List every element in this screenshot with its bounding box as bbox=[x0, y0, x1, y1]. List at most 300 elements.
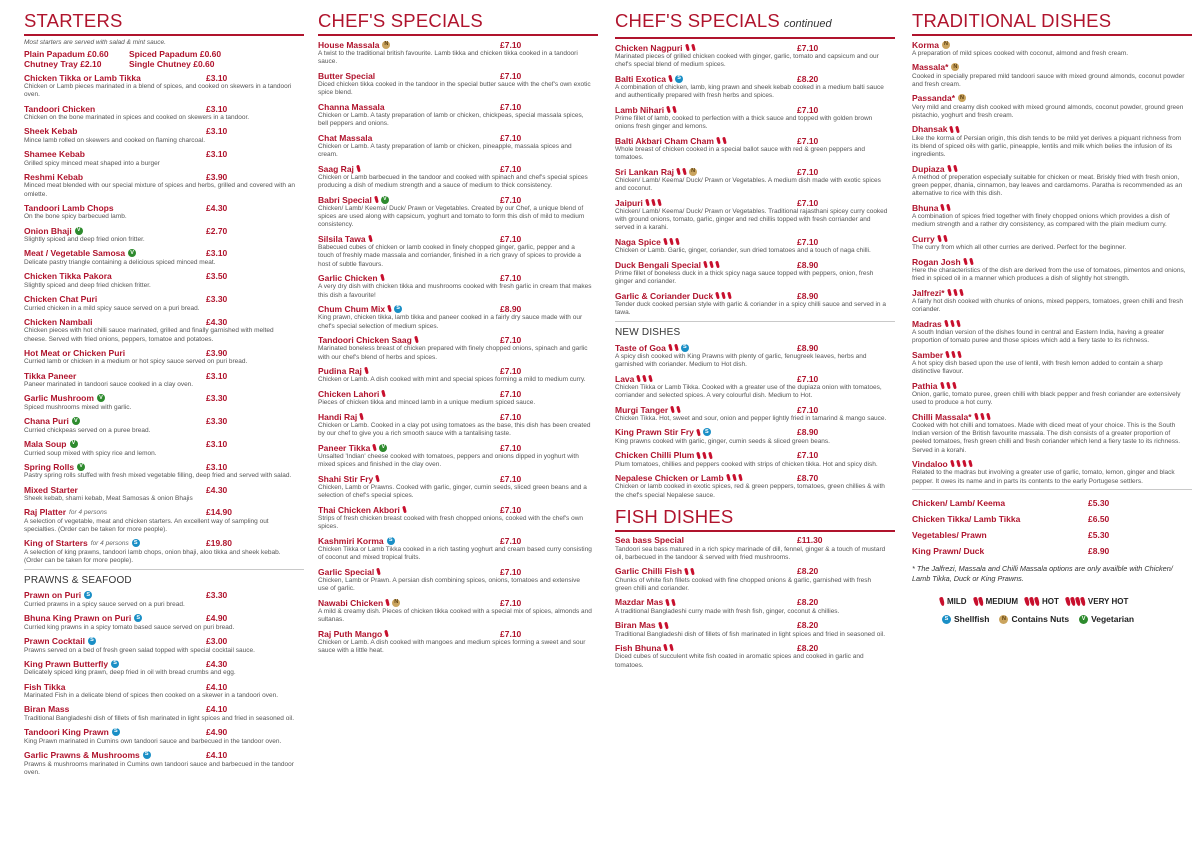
menu-item-price: £7.10 bbox=[500, 233, 522, 244]
section-title-prawns: PRAWNS & SEAFOOD bbox=[24, 574, 132, 586]
menu-item bbox=[615, 236, 895, 255]
menu-item-badges bbox=[975, 413, 991, 420]
chilli-icon bbox=[669, 238, 674, 246]
menu-item-badges bbox=[664, 238, 680, 245]
vegetarian-icon: V bbox=[1079, 615, 1088, 624]
menu-item-badges bbox=[112, 728, 120, 736]
menu-item bbox=[24, 750, 304, 777]
menu-item-badges bbox=[669, 344, 689, 352]
chilli-icon bbox=[670, 406, 675, 414]
section-title-traditional: TRADITIONAL DISHES bbox=[912, 10, 1112, 31]
papadum-grid bbox=[24, 49, 304, 69]
menu-item-badges bbox=[382, 390, 386, 397]
chilli-icon bbox=[952, 382, 957, 390]
menu-item-name: Jaipuri bbox=[615, 197, 643, 208]
combo-price: £5.30 bbox=[1088, 498, 1110, 509]
menu-item-header bbox=[912, 124, 1192, 135]
menu-item-name: Tandoori Lamb Chops bbox=[24, 202, 114, 213]
menu-item-name: Chicken Nagpuri bbox=[615, 42, 683, 53]
menu-item bbox=[318, 334, 598, 361]
menu-item-description: Plum tomatoes, chillies and peppers cooked with strips of chicken tikka. Hot and spicy dish. bbox=[615, 460, 878, 468]
vegetarian-icon: V bbox=[381, 196, 389, 204]
menu-item bbox=[615, 472, 895, 499]
menu-item-name: Chicken Lahori bbox=[318, 388, 380, 399]
menu-item-price: £7.10 bbox=[500, 39, 522, 50]
menu-item-price: £7.10 bbox=[500, 101, 522, 112]
chilli-icon bbox=[664, 621, 669, 629]
menu-item-price: £3.10 bbox=[206, 149, 228, 160]
menu-item-name: King Prawn Stir Fry bbox=[615, 427, 694, 438]
menu-item-description: A hot spicy dish based upon the use of lentil, with fresh lemon added to contain a sharp distinctive flavour. bbox=[912, 360, 1163, 376]
menu-item-price: £3.30 bbox=[206, 393, 228, 404]
chilli-icon bbox=[690, 568, 695, 576]
menu-item-price: £7.10 bbox=[500, 194, 522, 205]
chilli-icon bbox=[977, 597, 983, 607]
menu-item-name: Garlic Chilli Fish bbox=[615, 566, 683, 577]
menu-item bbox=[318, 388, 598, 407]
menu-item-name: Thai Chicken Akbori bbox=[318, 504, 400, 515]
menu-item-description: Prawns & mushrooms marinated in Cumins own tandoori sauce and barbecued in the tandoor oven. bbox=[24, 760, 294, 776]
menu-item-header bbox=[615, 166, 895, 177]
section-rule bbox=[615, 530, 895, 532]
menu-item-description: A twist to the traditional british favourite. Lamb tikka and chicken tikka cooked in a tandoori sauce. bbox=[318, 50, 578, 66]
menu-item-description: A very dry dish with chicken tikka and mushrooms cooked with fresh garlic in cream that makes this dish a favourite! bbox=[318, 283, 592, 299]
menu-item-price: £7.10 bbox=[500, 70, 522, 81]
menu-item-badges bbox=[72, 417, 80, 425]
menu-item-price: £3.10 bbox=[206, 248, 228, 259]
menu-item bbox=[318, 411, 598, 438]
menu-item-badges bbox=[942, 41, 950, 49]
menu-item-name: Raj Puth Mango bbox=[318, 628, 383, 639]
chilli-icon bbox=[658, 621, 663, 629]
menu-item-header bbox=[615, 642, 895, 653]
heat-legend-item bbox=[974, 597, 1018, 606]
shellfish-icon: S bbox=[681, 344, 689, 352]
menu-item-description: On the bone spicy barbecued lamb. bbox=[24, 213, 127, 221]
menu-item bbox=[318, 535, 598, 562]
menu-item-price: £7.10 bbox=[797, 42, 819, 53]
menu-item-name: Fish Bhuna bbox=[615, 642, 662, 653]
menu-item-header bbox=[912, 318, 1192, 329]
chilli-icon bbox=[666, 106, 671, 114]
menu-item-description: Unsalted 'Indian' cheese cooked with tomatoes, peppers and onions dipped in yoghurt with mixed spices and finished in the clay oven. bbox=[318, 453, 579, 469]
chilli-icon bbox=[959, 289, 964, 297]
menu-item-price: £4.10 bbox=[206, 681, 228, 692]
menu-item-header bbox=[24, 370, 304, 381]
menu-item-description: Marinated pieces of grilled chicken cooked with ginger, garlic, tomato and capsicum and our chef's special blend of medium spices. bbox=[615, 53, 879, 69]
menu-item-header bbox=[24, 439, 304, 450]
menu-item-header bbox=[912, 62, 1192, 73]
menu-item bbox=[912, 318, 1192, 345]
menu-item-description: Traditional Bangladeshi dish of fillets of fish marinated in light spices and fried in seasoned oil. bbox=[615, 630, 886, 638]
menu-item-name: Chana Puri bbox=[24, 416, 69, 427]
menu-item-price: £3.30 bbox=[206, 416, 228, 427]
menu-item-badges bbox=[666, 599, 676, 606]
menu-item-badges bbox=[365, 367, 369, 374]
menu-item bbox=[912, 62, 1192, 89]
menu-item-name: Garlic Mushroom bbox=[24, 393, 94, 404]
chilli-icon bbox=[950, 126, 955, 134]
vegetarian-icon: V bbox=[72, 417, 80, 425]
menu-item-name: Fish Tikka bbox=[24, 681, 66, 692]
menu-item-name: Mazdar Mas bbox=[615, 597, 664, 608]
menu-item-header bbox=[318, 597, 598, 608]
menu-item bbox=[24, 126, 304, 145]
combo-price: £5.30 bbox=[1088, 530, 1110, 541]
menu-item-description: Tandoori sea bass matured in a rich spicy marinade of dill, fennel, ginger & a touch of mustard oil, barbecued in the tandoor & served with fried mushrooms. bbox=[615, 545, 886, 561]
menu-item-name: Shamee Kebab bbox=[24, 149, 85, 160]
chilli-icon bbox=[359, 413, 364, 421]
menu-item-description: Tender duck cooked persian style with garlic & coriander in a spicy chilli sauce and served in a tawa. bbox=[615, 301, 886, 317]
menu-item bbox=[912, 380, 1192, 407]
menu-item-price: £8.20 bbox=[797, 73, 819, 84]
menu-item-badges bbox=[677, 168, 697, 176]
nuts-icon: N bbox=[689, 168, 697, 176]
menu-item-header bbox=[615, 535, 895, 546]
menu-item-name: Chicken Nambali bbox=[24, 316, 93, 327]
menu-item-description: A mild & creamy dish. Pieces of chicken tikka cooked with a special mix of spices, almonds and sultanas. bbox=[318, 608, 592, 624]
menu-item-price: £8.20 bbox=[797, 597, 819, 608]
chilli-icon bbox=[380, 274, 385, 282]
menu-item-badges bbox=[77, 463, 85, 471]
menu-item-description: A spicy dish cooked with King Prawns with plenty of garlic, fenugreek leaves, herbs and garnished with coriander. Medium to Hot dish. bbox=[615, 353, 867, 369]
menu-item bbox=[24, 681, 304, 700]
menu-item-price: £7.10 bbox=[797, 104, 819, 115]
menu-item-badges bbox=[381, 274, 385, 281]
menu-item-description: Very mild and creamy dish cooked with mixed ground almonds, coconut powder, ground green pistachio, yoghurt and fresh cream. bbox=[912, 103, 1184, 119]
menu-item-badges bbox=[667, 106, 677, 113]
menu-item-badges bbox=[697, 428, 711, 436]
nuts-icon: N bbox=[999, 615, 1008, 624]
chilli-icon bbox=[945, 351, 950, 359]
menu-item-description: Chicken or Lamb pieces marinated in a blend of spices, and cooked on skewers in a tandoori oven. bbox=[24, 83, 292, 99]
menu-item-badges bbox=[716, 292, 732, 299]
menu-item-badges bbox=[671, 406, 681, 413]
menu-item-header bbox=[24, 126, 304, 137]
menu-item-name: Naga Spice bbox=[615, 236, 661, 247]
shellfish-icon: S bbox=[112, 728, 120, 736]
menu-item-badges bbox=[686, 44, 696, 51]
menu-item-header bbox=[24, 727, 304, 738]
menu-item-description: Traditional Bangladeshi dish of fillets of fish marinated in light spices and fried in seasoned oil. bbox=[24, 714, 295, 722]
menu-item bbox=[24, 704, 304, 723]
menu-item bbox=[24, 507, 304, 534]
legend-veg-label: Vegetarian bbox=[1091, 614, 1135, 625]
menu-item-name: Tikka Paneer bbox=[24, 370, 77, 381]
menu-item-header bbox=[24, 538, 304, 549]
menu-item-description: Curried lamb or chicken in a medium or hot spicy sauce served on puri bread. bbox=[24, 358, 248, 366]
menu-item-price: £8.90 bbox=[797, 342, 819, 353]
menu-item-header bbox=[318, 70, 598, 81]
menu-item bbox=[318, 272, 598, 299]
menu-item-description: Like the korma of Persian origin, this dish tends to be mild yet derives a piquant richness from its blend of spiced oils with garlic, pineapple, lentils and milk which belies the infusion of its ingredients. bbox=[912, 134, 1182, 159]
chilli-icon bbox=[941, 204, 946, 212]
menu-item-description: Prime fillet of boneless duck in a thick spicy naga sauce topped with peppers, onion, fresh ginger and coriander. bbox=[615, 270, 874, 286]
menu-item-name: Butter Special bbox=[318, 70, 376, 81]
menu-item bbox=[318, 504, 598, 531]
heat-legend bbox=[940, 597, 1192, 606]
menu-item-header bbox=[24, 393, 304, 404]
menu-item-name: Passanda* bbox=[912, 93, 955, 104]
combo-label: Chicken Tikka/ Lamb Tikka bbox=[912, 514, 1021, 525]
menu-item-header bbox=[318, 272, 598, 283]
menu-item-header bbox=[615, 450, 895, 461]
menu-item bbox=[24, 636, 304, 655]
menu-item-name: Prawn Cocktail bbox=[24, 636, 85, 647]
menu-item bbox=[615, 42, 895, 69]
chilli-icon bbox=[657, 199, 662, 207]
menu-item-price: £4.30 bbox=[206, 484, 228, 495]
menu-item-header bbox=[24, 72, 304, 83]
column-starters bbox=[24, 10, 304, 781]
menu-item-price: £7.10 bbox=[797, 236, 819, 247]
menu-item-description: Curried prawns in a spicy sauce served on a puri bread. bbox=[24, 600, 185, 608]
menu-item-price: £7.10 bbox=[500, 334, 522, 345]
menu-item bbox=[24, 416, 304, 435]
menu-item-header bbox=[615, 342, 895, 353]
menu-item-price: £19.80 bbox=[206, 538, 232, 549]
menu-item bbox=[912, 202, 1192, 229]
chilli-icon bbox=[703, 261, 708, 269]
menu-item bbox=[615, 290, 895, 317]
menu-item bbox=[24, 370, 304, 389]
menu-item-description: Marinated boneless breast of chicken prepared with finely chopped onions, spinach and garlic with our chef's blend of herbs and spices. bbox=[318, 345, 588, 361]
menu-item-price: £3.10 bbox=[206, 439, 228, 450]
menu-item bbox=[318, 132, 598, 159]
menu-item-name: Chicken Chat Puri bbox=[24, 294, 98, 305]
menu-item-badges bbox=[132, 539, 140, 547]
menu-item-price: £3.10 bbox=[206, 103, 228, 114]
section-rule bbox=[912, 34, 1192, 36]
menu-item bbox=[24, 248, 304, 267]
menu-item-price: £7.10 bbox=[500, 597, 522, 608]
menu-item-description: Curried king prawns in a spicy tomato based sauce served on puri bread. bbox=[24, 623, 235, 631]
combo-label: Vegetables/ Prawn bbox=[912, 530, 987, 541]
menu-item bbox=[615, 342, 895, 369]
chilli-icon bbox=[696, 429, 701, 437]
menu-item-description: Spiced mushrooms mixed with garlic. bbox=[24, 403, 132, 411]
chilli-icon bbox=[356, 165, 361, 173]
menu-item-description: A method of preperation especially suitable for chicken or meat. Briskly fried with fresh onion, green pepper, dhania, cinnamon, bay leaves and cardamoms. Paratha is recommended as an alternative to rice with this dish. bbox=[912, 174, 1183, 198]
chilli-icon bbox=[672, 106, 677, 114]
chilli-icon bbox=[726, 474, 731, 482]
menu-item-header bbox=[912, 39, 1192, 50]
menu-item-name: Paneer Tikka bbox=[318, 442, 371, 453]
menu-item-header bbox=[318, 566, 598, 577]
menu-item-description: King prawn, chicken tikka, lamb tikka and paneer cooked in a fairly dry sauce made with our chef's special selection of medium spices. bbox=[318, 314, 583, 330]
menu-item bbox=[24, 613, 304, 632]
menu-item-badges bbox=[373, 444, 387, 452]
menu-item-header bbox=[24, 202, 304, 213]
section-rule bbox=[615, 37, 895, 39]
menu-item-header bbox=[318, 194, 598, 205]
menu-item-name: Jalfrezi* bbox=[912, 287, 945, 298]
menu-item-description: Chicken, Lamb or Prawn. A persian dish combining spices, onions, tomatoes and extensive use of garlic. bbox=[318, 577, 580, 593]
chilli-icon bbox=[384, 630, 389, 638]
menu-item-description: Curried chicken in a mild spicy sauce served on a puri bread. bbox=[24, 304, 200, 312]
menu-item-badges bbox=[664, 644, 674, 651]
menu-item-price: £3.50 bbox=[206, 271, 228, 282]
shellfish-icon: S bbox=[387, 537, 395, 545]
menu-item bbox=[318, 473, 598, 500]
vegetarian-icon: V bbox=[77, 463, 85, 471]
menu-item-price: £4.10 bbox=[206, 750, 228, 761]
menu-item-name: Handi Raj bbox=[318, 411, 358, 422]
menu-item-header bbox=[318, 473, 598, 484]
combo-price-list bbox=[912, 498, 1192, 562]
menu-item-price: £8.70 bbox=[797, 472, 819, 483]
chilli-icon bbox=[956, 460, 961, 468]
menu-item-header bbox=[615, 404, 895, 415]
menu-item-name: Pudina Raj bbox=[318, 365, 362, 376]
menu-item-badges bbox=[377, 568, 381, 575]
menu-item bbox=[912, 349, 1192, 376]
menu-item-name: Raj Platter bbox=[24, 507, 67, 518]
menu-item bbox=[318, 39, 598, 66]
diet-legend bbox=[942, 614, 1192, 624]
menu-item-name: Lava bbox=[615, 373, 635, 384]
menu-item-badges bbox=[727, 474, 743, 481]
chilli-icon bbox=[946, 382, 951, 390]
menu-item bbox=[615, 166, 895, 193]
chilli-icon bbox=[676, 406, 681, 414]
chilli-icon bbox=[385, 599, 390, 607]
papadum-item: Plain Papadum £0.60 bbox=[24, 49, 109, 59]
menu-item-name: Garlic Prawns & Mushrooms bbox=[24, 750, 140, 761]
vegetarian-icon: V bbox=[379, 444, 387, 452]
menu-item-name: Samber bbox=[912, 349, 944, 360]
menu-item-price: £3.10 bbox=[206, 370, 228, 381]
menu-item-name: Massala* bbox=[912, 62, 949, 73]
menu-item-header bbox=[912, 93, 1192, 104]
menu-item bbox=[615, 450, 895, 469]
menu-item-badges bbox=[376, 475, 380, 482]
chilli-icon bbox=[953, 165, 958, 173]
menu-item-header bbox=[318, 39, 598, 50]
menu-item-name: Balti Exotica bbox=[615, 73, 667, 84]
menu-item-header bbox=[318, 388, 598, 399]
menu-item-header bbox=[318, 334, 598, 345]
continued-label: continued bbox=[783, 18, 832, 30]
menu-item-badges bbox=[717, 137, 727, 144]
menu-item-badges bbox=[143, 751, 151, 759]
menu-item-price: £2.70 bbox=[206, 225, 228, 236]
menu-item-header bbox=[24, 484, 304, 495]
chilli-icon bbox=[682, 168, 687, 176]
menu-item-header bbox=[24, 416, 304, 427]
menu-item-header bbox=[615, 259, 895, 270]
menu-item bbox=[615, 373, 895, 400]
menu-item-price: £7.10 bbox=[500, 473, 522, 484]
menu-item-name: Curry bbox=[912, 233, 935, 244]
menu-item-header bbox=[615, 73, 895, 84]
menu-item bbox=[912, 39, 1192, 58]
nuts-icon: N bbox=[942, 41, 950, 49]
menu-item-badges bbox=[387, 537, 395, 545]
menu-item-price: £4.90 bbox=[206, 613, 228, 624]
menu-item-badges bbox=[958, 94, 966, 102]
menu-item bbox=[615, 427, 895, 446]
shellfish-icon: S bbox=[88, 637, 96, 645]
section-title-new-dishes: NEW DISHES bbox=[615, 327, 681, 338]
menu-item-header bbox=[318, 365, 598, 376]
menu-item-description: A traditional Bangladeshi curry made with fresh fish, ginger, coconut & chillies. bbox=[615, 607, 840, 615]
menu-item-price: £14.90 bbox=[206, 507, 232, 518]
menu-item bbox=[912, 163, 1192, 199]
menu-item-description: Chicken or Lamb barbecued in the tandoor and cooked with spinach and chef's special spices producing a dish of medium strength and a sauce of medium to thick consistency. bbox=[318, 174, 588, 190]
menu-item-header bbox=[615, 42, 895, 53]
menu-item-description: Chicken or Lamb. Cooked in a clay pot using tomatoes as the base, this dish has been created by our chef to give you a rich smooth sauce with a tantalising taste. bbox=[318, 422, 591, 438]
chilli-icon bbox=[364, 367, 369, 375]
menu-item bbox=[24, 393, 304, 412]
chilli-icon bbox=[939, 597, 945, 607]
menu-item-name: Vindaloo bbox=[912, 458, 948, 469]
chilli-icon bbox=[643, 375, 648, 383]
starters-note: Most starters are served with salad & mint sauce. bbox=[24, 39, 166, 46]
chilli-icon bbox=[937, 235, 942, 243]
menu-item-badges bbox=[382, 41, 390, 49]
menu-item-header bbox=[615, 566, 895, 577]
menu-item-header bbox=[615, 135, 895, 146]
menu-item-price: £4.30 bbox=[206, 658, 228, 669]
menu-item-name: Sea bass Special bbox=[615, 535, 684, 546]
menu-item-name: Channa Massala bbox=[318, 101, 385, 112]
menu-item-name: King Prawn Butterfly bbox=[24, 658, 109, 669]
menu-item bbox=[24, 202, 304, 221]
menu-item-name: Sheek Kebab bbox=[24, 126, 78, 137]
menu-item bbox=[912, 256, 1192, 283]
chilli-icon bbox=[963, 258, 968, 266]
menu-item-header bbox=[318, 132, 598, 143]
legend-shellfish-label: Shellfish bbox=[954, 614, 990, 625]
menu-item-description: Related to the madras but involving a greater use of garlic, tomato, lemon, ginger and black pepper. It owes its name and in parts its contents to the early Portugese settlers. bbox=[912, 469, 1175, 485]
menu-item-description: A combination of chicken, lamb, king prawn and sheek kebab cooked in a medium balti sauce and authentically prepared with fresh herbs and spices. bbox=[615, 84, 884, 100]
menu-item-header bbox=[24, 103, 304, 114]
menu-item-name: Mixed Starter bbox=[24, 484, 78, 495]
chilli-icon bbox=[375, 475, 380, 483]
menu-item-badges bbox=[385, 630, 389, 637]
menu-item-name: Chum Chum Mix bbox=[318, 303, 386, 314]
chilli-icon bbox=[732, 474, 737, 482]
menu-item-price: £8.90 bbox=[797, 290, 819, 301]
menu-item-description: Onion, garlic, tomato puree, green chilli with black pepper and fresh coriander are extensively used to produce a hot curry. bbox=[912, 391, 1181, 407]
menu-item-description: Chicken pieces with hot chilli sauce marinated, grilled and finally garnished with melted cheese. Served with fried onions, peppers, tomatoe and potatoes. bbox=[24, 327, 274, 343]
menu-item-name: Murgi Tanger bbox=[615, 404, 669, 415]
menu-item bbox=[24, 316, 304, 343]
papadum-item: Chutney Tray £2.10 bbox=[24, 59, 102, 69]
menu-item bbox=[24, 225, 304, 244]
menu-item-price: £7.10 bbox=[797, 197, 819, 208]
menu-item-description: The curry from which all other curries are derived. Perfect for the beginner. bbox=[912, 244, 1127, 252]
menu-item bbox=[615, 566, 895, 593]
menu-item-name: King of Starters bbox=[24, 538, 88, 549]
menu-item-name: Garlic & Coriander Duck bbox=[615, 290, 714, 301]
menu-item-header bbox=[24, 507, 304, 518]
menu-item bbox=[24, 727, 304, 746]
menu-item-name: Tandoori Chicken bbox=[24, 103, 96, 114]
shellfish-icon: S bbox=[111, 660, 119, 668]
menu-item bbox=[24, 271, 304, 290]
menu-item-header bbox=[912, 458, 1192, 469]
menu-item-header bbox=[912, 202, 1192, 213]
menu-item-price: £7.10 bbox=[500, 504, 522, 515]
menu-item-badges bbox=[659, 622, 669, 629]
menu-item-name: Chicken Tikka or Lamb Tikka bbox=[24, 72, 141, 83]
menu-item-badges bbox=[375, 196, 389, 204]
section-title-chefs-continued bbox=[615, 10, 895, 35]
chefs-continued-title: CHEF'S SPECIALS bbox=[615, 10, 780, 31]
menu-item-header bbox=[318, 233, 598, 244]
